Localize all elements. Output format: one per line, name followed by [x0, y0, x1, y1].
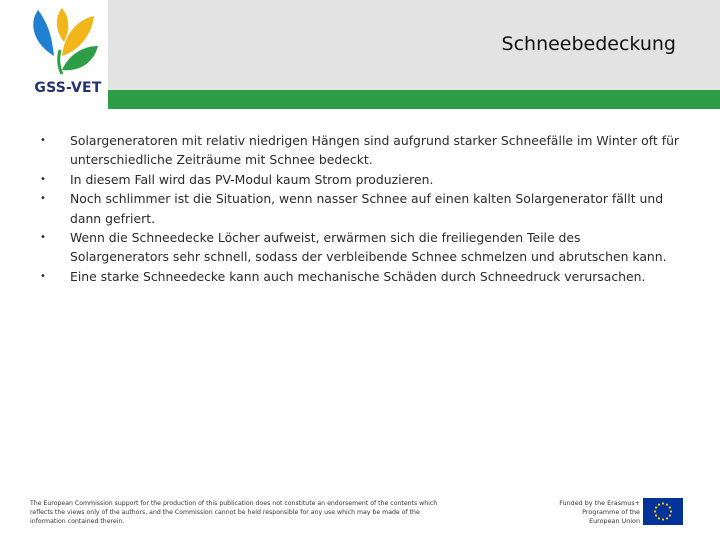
logo-text: GSS-VET	[34, 80, 102, 96]
bullet-text: Eine starke Schneedecke kann auch mechanische Schäden durch Schneedruck verursachen.	[70, 268, 646, 284]
bullet-text: Solargeneratoren mit relativ niedrigen Hängen sind aufgrund starker Schneefälle im Winter oft für unterschiedliche Zeiträume mit Schnee bedeckt.	[70, 133, 680, 168]
list-item	[40, 228, 680, 267]
funded-by-text: Funded by the Erasmus+ Programme of the European Union	[559, 499, 640, 525]
slide-title: Schneebedeckung	[501, 33, 676, 55]
bullet-text: Wenn die Schneedecke Löcher aufweist, erwärmen sich die freiliegenden Teile des Solargenerators sehr schnell, sodass der verbleibende Schnee schmelzen und abrutschen kann.	[70, 230, 667, 265]
bullet-text: Noch schlimmer ist die Situation, wenn nasser Schnee auf einen kalten Solargenerator fällt und dann gefriert.	[70, 191, 664, 226]
bullet-text: In diesem Fall wird das PV-Modul kaum Strom produzieren.	[70, 171, 434, 187]
header-green-bar	[108, 90, 720, 109]
bullet-point: •	[40, 193, 46, 205]
eu-flag-icon	[643, 498, 683, 525]
list-item	[40, 189, 680, 228]
list-item	[40, 131, 680, 170]
bullet-point: •	[40, 173, 46, 185]
eu-disclaimer: The European Commission support for the production of this publication does not constitute an endorsement of the contents which reflects the views only of the authors, and the Commission cannot be held responsible for any use which may be made of the information contained therein.	[30, 500, 438, 525]
bullet-point: •	[40, 232, 46, 244]
list-item	[40, 267, 680, 286]
bullet-point: •	[40, 270, 46, 282]
bullet-point: •	[40, 135, 46, 146]
list-item	[40, 170, 680, 189]
leaf-logo-icon	[24, 6, 108, 78]
gss-vet-logo	[24, 6, 108, 102]
bullet-list	[40, 131, 680, 286]
